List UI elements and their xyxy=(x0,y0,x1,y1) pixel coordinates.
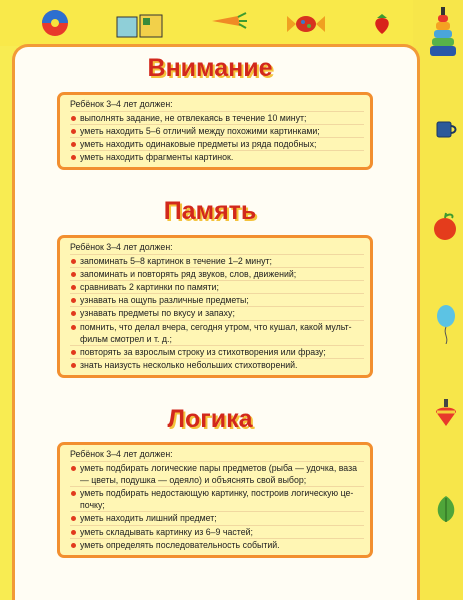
cup-icon xyxy=(434,118,458,140)
candy-icon xyxy=(286,12,326,36)
apple-icon xyxy=(430,212,460,242)
section-title-attention: Внимание xyxy=(147,54,273,82)
memory-lead: Ребёнок 3–4 лет должен: xyxy=(70,242,173,252)
leaf-icon xyxy=(432,494,460,524)
section-title-memory: Память xyxy=(163,197,257,225)
attention-lead: Ребёнок 3–4 лет должен: xyxy=(70,99,173,109)
list-item: знать наизусть несколько небольших стихотворений. xyxy=(70,358,364,371)
list-item: узнавать на ощупь различные предметы; xyxy=(70,293,364,306)
strawberry-icon xyxy=(370,12,394,36)
list-item: запоминать и повторять ряд звуков, слов, движений; xyxy=(70,267,364,280)
ball-icon xyxy=(40,8,70,38)
spinning-top-icon xyxy=(434,398,458,428)
carrot-icon xyxy=(208,12,248,30)
list-item: уметь определять последовательность событий. xyxy=(70,538,364,551)
section-title-logic: Логика xyxy=(167,405,253,433)
list-item: помнить, что делал вчера, сегодня утром, что кушал, какой мульт-фильм смотрел и т. д.; xyxy=(70,320,364,345)
logic-lead: Ребёнок 3–4 лет должен: xyxy=(70,449,173,459)
list-item: уметь подбирать логические пары предметов (рыба — удочка, ваза — цветы, подушка — одеяло) и объяснять свой выбор; xyxy=(70,461,364,486)
balloon-icon xyxy=(436,304,456,344)
list-item: уметь находить лишний предмет; xyxy=(70,511,364,524)
list-item: уметь находить фрагменты картинок. xyxy=(70,150,364,163)
memory-box xyxy=(57,235,373,378)
list-item: запоминать 5–8 картинок в течение 1–2 минут; xyxy=(70,254,364,267)
stacking-pyramid-icon xyxy=(428,6,458,58)
list-item: уметь подбирать недостающую картинку, построив логическую це-почку; xyxy=(70,486,364,511)
list-item: сравнивать 2 картинки по памяти; xyxy=(70,280,364,293)
list-item: уметь складывать картинку из 6–9 частей; xyxy=(70,525,364,538)
list-item: выполнять задание, не отвлекаясь в течение 10 минут; xyxy=(70,111,364,124)
list-item: уметь находить одинаковые предметы из ряда подобных; xyxy=(70,137,364,150)
toy-blocks-icon xyxy=(116,14,164,38)
list-item: уметь находить 5–6 отличий между похожими картинками; xyxy=(70,124,364,137)
list-item: узнавать предметы по вкусу и запаху; xyxy=(70,306,364,319)
list-item: повторять за взрослым строку из стихотворения или фразу; xyxy=(70,345,364,358)
attention-box xyxy=(57,92,373,170)
logic-box xyxy=(57,442,373,558)
